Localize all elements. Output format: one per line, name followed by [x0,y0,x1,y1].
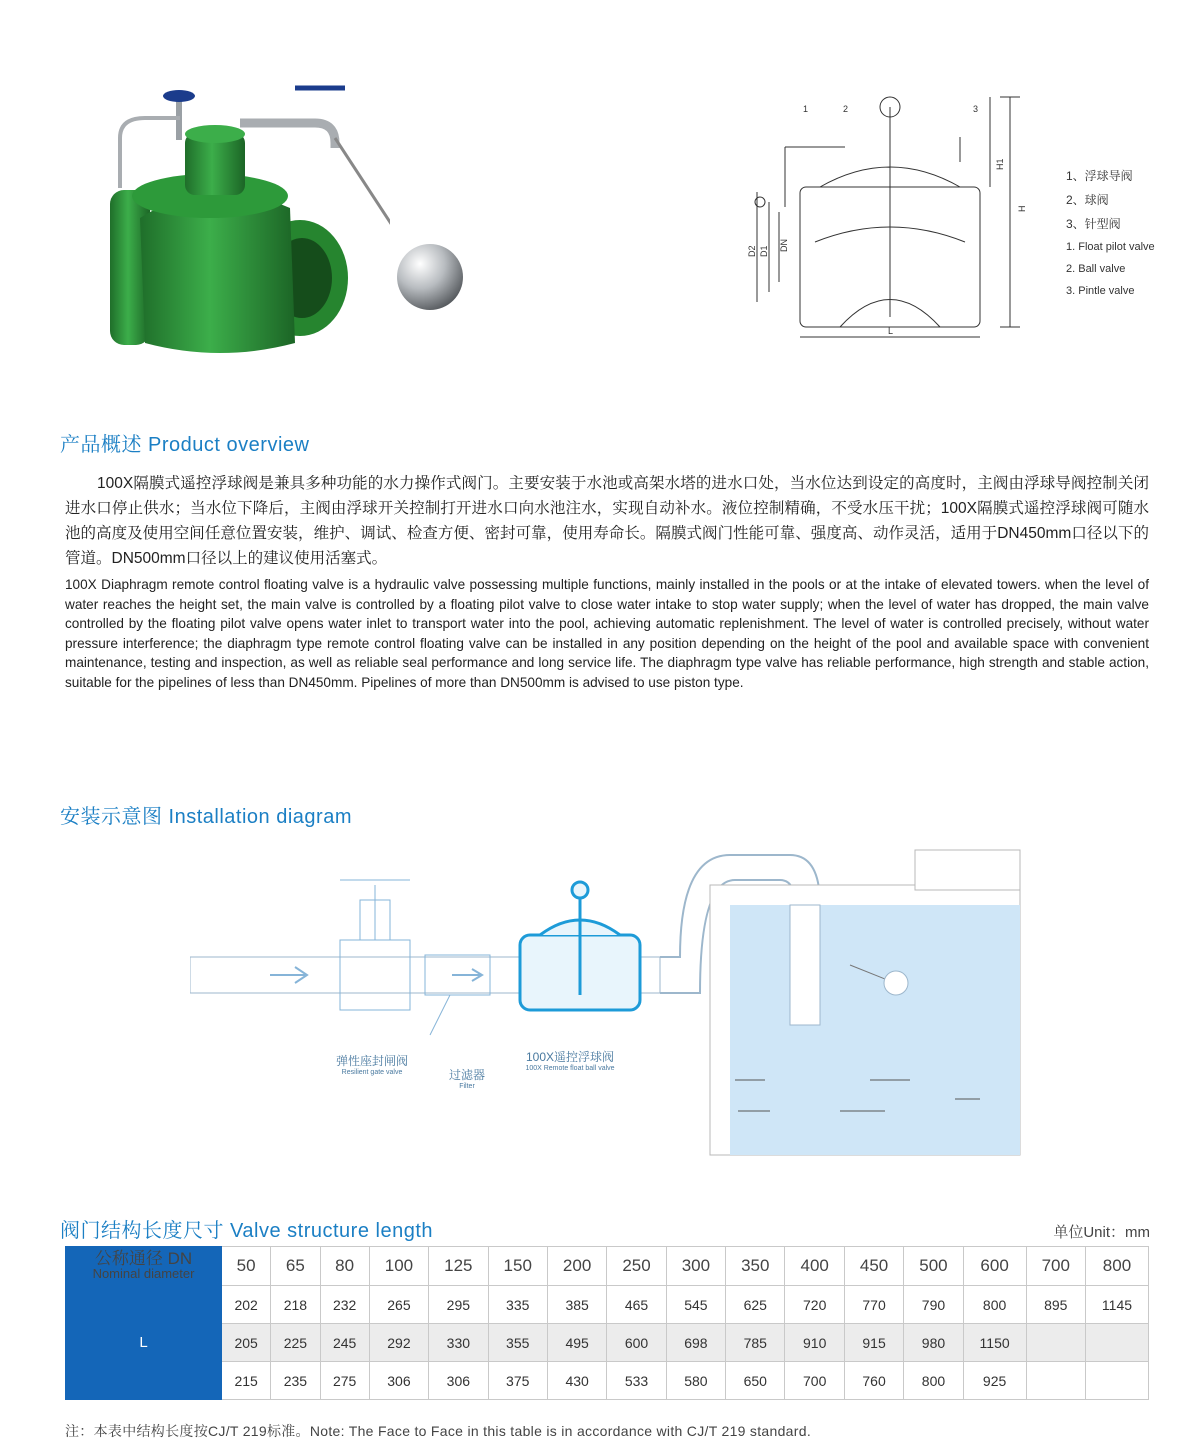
table-cell: 533 [607,1362,666,1400]
table-cell: 292 [369,1324,428,1362]
filter-label-en: Filter [459,1083,475,1090]
legend-en-2: 2. Ball valve [1066,263,1126,275]
dim-d2: D2 [747,245,757,257]
dn-cell: 350 [726,1247,785,1286]
overview-zh-text: 100X隔膜式遥控浮球阀是兼具多种功能的水力操作式阀门。主要安装于水池或高架水塔的进水口处，当水位达到设定的高度时，主阀由浮球导阀控制关闭进水口停止供水；当水位下降后，主阀由浮球开关控制打开进水口向水池注水，实现自动补水。液位控制精确，不受水压干扰；100X隔膜式遥控浮球阀可随水池的高度及使用空间任意位置安装，维护、调试、检查方便、密封可靠，使用寿命长。隔膜式阀门性能可靠、强度高、动作灵活，适用于DN450mm口径以下的管道。DN500mm口径以上的建议使用活塞式。 [65,475,1149,567]
filter-label [437,1066,497,1090]
table-cell: 465 [607,1286,666,1324]
table-cell: 910 [785,1324,844,1362]
table-cell: 545 [666,1286,725,1324]
table-cell: 202 [222,1286,271,1324]
table-cell: 306 [429,1362,488,1400]
remote-valve-label [505,1048,635,1072]
table-cell: 1150 [963,1324,1026,1362]
gate-valve-label-zh: 弹性座封闸阀 [335,1054,408,1068]
header-dn-en: Nominal diameter [92,1266,195,1281]
drawing-legend [1066,164,1155,302]
remote-valve-label-en: 100X Remote float ball valve [525,1065,615,1072]
table-row [66,1362,1149,1400]
dim-dn: DN [779,239,789,252]
dim-h: H [1017,205,1027,212]
table-cell: 895 [1026,1286,1085,1324]
table-cell: 800 [963,1286,1026,1324]
table-cell: 232 [320,1286,369,1324]
table-cell: 925 [963,1362,1026,1400]
dn-cell: 600 [963,1247,1026,1286]
header-dn-cell [66,1247,222,1286]
table-cell: 265 [369,1286,428,1324]
table-cell: 800 [904,1362,963,1400]
table-cell: 650 [726,1362,785,1400]
table-cell: 980 [904,1324,963,1362]
table-cell: 720 [785,1286,844,1324]
table-cell: 275 [320,1362,369,1400]
dn-cell: 450 [844,1247,903,1286]
table-cell [1026,1362,1085,1400]
table-cell: 698 [666,1324,725,1362]
table-cell: 625 [726,1286,785,1324]
table-cell: 330 [429,1324,488,1362]
table-cell: 430 [547,1362,606,1400]
table-cell: 770 [844,1286,903,1324]
table-cell: 385 [547,1286,606,1324]
legend-zh-1: 1、浮球导阀 [1066,169,1133,183]
callout-2: 2 [843,104,849,114]
table-cell: 580 [666,1362,725,1400]
dim-d1: D1 [759,245,769,257]
dn-cell: 150 [488,1247,547,1286]
table-title: 阀门结构长度尺寸 Valve structure length [60,1220,434,1242]
table-header-row [66,1247,1149,1286]
legend-zh-2: 2、球阀 [1066,193,1109,207]
table-cell [1085,1324,1148,1362]
installation-diagram [190,845,1030,1165]
table-cell: 218 [271,1286,320,1324]
overview-en-text: 100X Diaphragm remote control floating valve is a hydraulic valve possessing multiple functions, mainly installed in the pools or at the intake of elevated towers. when the level of water reaches the height set, the main valve is controlled by a floating pilot valve to close water intake to stop water supply; when the level of water has dropped, the main valve controlled by the floating pilot valve opens water inlet to transport water into the pool, achieving automatic replenishment. The level of water is controlled precisely, without water pressure interference; the diaphragm type remote control floating valve can be installed in any position depending on the height of the pool and available space with convenient maintenance, testing and inspection, as well as reliable seal performance and long service life. The diaphragm type valve has reliable performance, high strength and stable action, suitable for the pipelines of less than DN450mm. Pipelines of more than DN500mm is advised to use piston type. [65,577,1149,690]
float-ball-icon [395,242,465,312]
installation-title: 安装示意图 Installation diagram [60,806,352,828]
dn-cell: 300 [666,1247,725,1286]
dn-cell: 50 [222,1247,271,1286]
dim-h1: H1 [995,158,1005,170]
table-cell: 295 [429,1286,488,1324]
technical-drawing [745,92,1045,347]
table-note: 注：本表中结构长度按CJ/T 219标准。Note: The Face to Face in this table is in accordance with CJ/T 219 standard. [65,1423,812,1439]
table-cell: 215 [222,1362,271,1400]
header-dn-zh: 公称通径 DN [94,1249,193,1268]
table-cell: 760 [844,1362,903,1400]
table-cell: 355 [488,1324,547,1362]
table-row [66,1286,1149,1324]
table-cell [1085,1362,1148,1400]
table-cell: 375 [488,1362,547,1400]
table-cell: 335 [488,1286,547,1324]
dn-cell: 80 [320,1247,369,1286]
table-cell: 205 [222,1324,271,1362]
table-cell: 600 [607,1324,666,1362]
dn-cell: 200 [547,1247,606,1286]
row-label-l: L [66,1286,222,1400]
callout-3: 3 [973,104,979,114]
dn-cell: 500 [904,1247,963,1286]
remote-valve-label-zh: 100X遥控浮球阀 [525,1050,615,1064]
dn-cell: 250 [607,1247,666,1286]
dn-cell: 800 [1085,1247,1148,1286]
table-cell: 495 [547,1324,606,1362]
dn-cell: 100 [369,1247,428,1286]
table-row [66,1324,1149,1362]
gate-valve-label-en: Resilient gate valve [341,1069,403,1076]
product-photo [90,78,390,368]
table-cell: 1145 [1085,1286,1148,1324]
legend-zh-3: 3、针型阀 [1066,217,1121,231]
table-cell: 915 [844,1324,903,1362]
callout-1: 1 [803,104,809,114]
table-cell [1026,1324,1085,1362]
table-cell: 790 [904,1286,963,1324]
dn-cell: 125 [429,1247,488,1286]
table-cell: 235 [271,1362,320,1400]
table-cell: 785 [726,1324,785,1362]
table-cell: 700 [785,1362,844,1400]
filter-label-zh: 过滤器 [448,1068,485,1082]
table-cell: 306 [369,1362,428,1400]
legend-en-3: 3. Pintle valve [1066,285,1135,297]
dim-l: L [888,326,894,336]
dn-cell: 700 [1026,1247,1085,1286]
gate-valve-label [322,1052,422,1076]
table-cell: 225 [271,1324,320,1362]
dn-cell: 65 [271,1247,320,1286]
dn-cell: 400 [785,1247,844,1286]
overview-title: 产品概述 Product overview [60,434,310,456]
valve-length-table [65,1246,1149,1400]
table-cell: 245 [320,1324,369,1362]
legend-en-1: 1. Float pilot valve [1066,241,1155,253]
unit-label: 单位Unit：mm [1053,1224,1150,1241]
